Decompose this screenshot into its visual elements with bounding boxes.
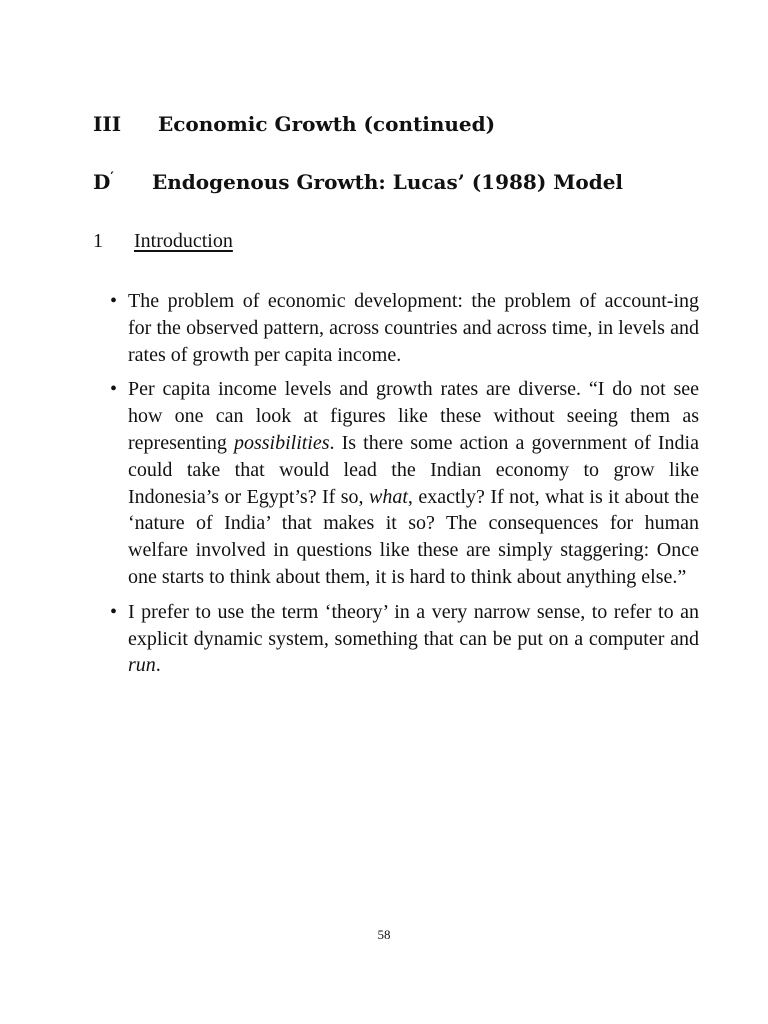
subsection-number: 1 xyxy=(93,230,103,252)
part-title: Economic Growth (continued) xyxy=(158,112,496,136)
page-number: 58 xyxy=(377,927,391,942)
emphasis-text: possibilities xyxy=(233,431,330,454)
bullet-item xyxy=(110,599,699,679)
bullet-dot-icon: • xyxy=(110,600,118,623)
section-letter: D xyxy=(93,170,111,194)
emphasis-text: what xyxy=(368,485,408,508)
bullet-dot-icon: • xyxy=(110,378,118,401)
emphasis-text: run xyxy=(128,654,156,677)
part-number: III xyxy=(93,112,122,136)
section-number xyxy=(93,170,152,194)
subsection-heading xyxy=(93,229,233,253)
bullet-text: . Is there some action a government of India could take that would lead the Indian economy to grow like Indonesia’s or Egypt’s? If so, xyxy=(128,431,699,508)
section-prime: ′ xyxy=(110,170,114,185)
bullet-item xyxy=(110,376,699,590)
bullet-text: . xyxy=(155,654,161,677)
bullet-item xyxy=(110,288,699,368)
bullet-text: I prefer to use the term ‘theory’ in a very narrow sense, to refer to an explicit dynamic system, something that can be put on a computer and xyxy=(128,600,699,650)
section-heading xyxy=(93,170,623,194)
bullet-text: The problem of economic development: the problem of account-ing for the observed pattern, across countries and across time, in levels and rates of growth per capita income. xyxy=(128,290,699,366)
bullet-text: Per capita income levels and growth rates are diverse. “I do not see how one can look at figures like these without seeing them as representing xyxy=(128,378,699,454)
bullet-dot-icon: • xyxy=(110,290,118,312)
part-heading xyxy=(93,112,495,136)
bullet-list xyxy=(110,288,699,687)
section-title: Endogenous Growth: Lucas’ (1988) Model xyxy=(152,170,624,194)
bullet-text: , exactly? If not, what is it about the ‘nature of India’ that makes it so? The consequences for human welfare involved in questions like these are simply staggering: Once one starts to think about them, it is hard to think about anything else.” xyxy=(128,485,699,588)
subsection-title: Introduction xyxy=(134,230,233,252)
